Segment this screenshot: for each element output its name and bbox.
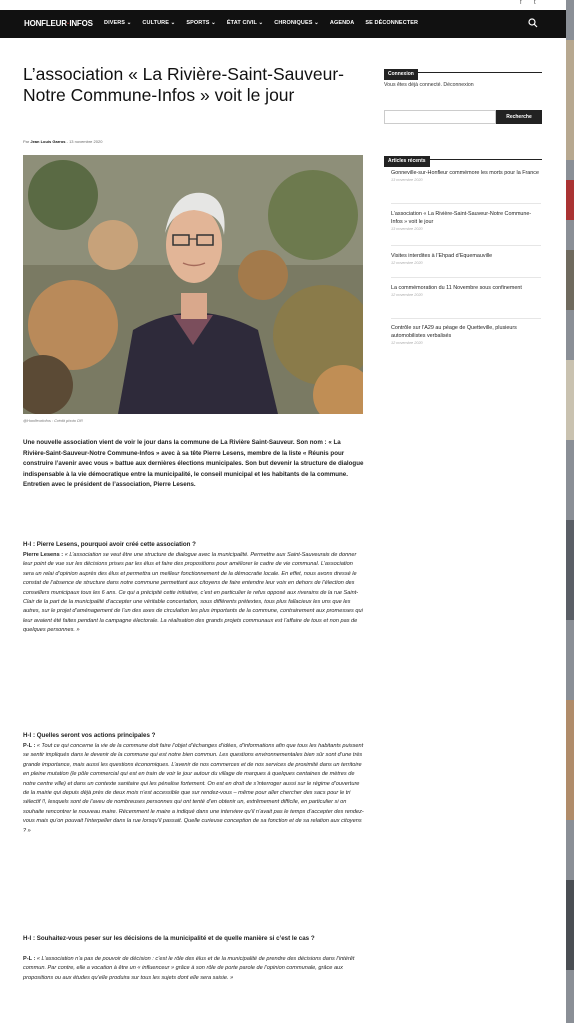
article-date: 13 novembre 2020 xyxy=(69,139,103,144)
nav-item-divers[interactable]: DIVERS ⌄ xyxy=(104,20,132,26)
answer-3: P-L : « L’association n’a pas de pouvoir de décision : c’est le rôle des élus et de la municipalité de prendre des décisions dans l’intérêt commun. Par contre, elle a vocation à être un « influenceur » grâce à son rôle de porte parole de l’opinion communale, grâce aux propositions ou aux études qu’elle produira sur tous les sujets dont elle sera saisie. » xyxy=(23,956,355,981)
article-meta: Par Jean Louis Garros - 13 novembre 2020 xyxy=(23,139,103,144)
recent-post-title[interactable]: Gonneville-sur-Honfleur commémore les morts pour la France xyxy=(391,170,539,176)
article-intro: Une nouvelle association vient de voir le jour dans la commune de La Rivière Saint-Sauveur. Son nom : « La Rivière-Saint-Sauveur-Notre Commune-Infos » avec à sa tête Pierre Lesens, membre de la liste « Réunis pour construire l’avenir avec vous » battue aux dernières élections municipales. Son but devenir la structure de dialogue indispensable à la vie démocratique entre la municipalité, le conseil municipal et les habitants de la commune. Entretien avec le président de l’association, Pierre Lesens. xyxy=(23,439,364,488)
twitter-icon[interactable]: t xyxy=(534,0,536,6)
recent-post-date: 13 novembre 2020 xyxy=(391,227,423,231)
nav-item-etat-civil[interactable]: ÉTAT CIVIL ⌄ xyxy=(226,20,264,26)
answer-1: Pierre Lesens : « L’association se veut être une structure de dialogue avec la municipalité. Permettre aux Saint-Sauveurais de donner leur point de vue sur les décisions prises par les élus et faire des propositions pour améliorer le cadre de vie communal. L’association sera un relai d’opinion auprès des élus et permettra un meilleur fonctionnement de la démocratie locale. En effet, nous avons dressé le constat de l’absence de structure dans notre commune permettant aux citoyens de faire entendre leur voix en dehors de l’élection des conseillers municipaux tous les 6 ans. Ce qui a précipité cette initiative, c’est en particulier le refus opposé aux riverains de la rue Saint-Clair de la part de la municipalité d’accepter une véritable concertation, sous différents prétextes, tous plus fallacieux les uns que les autres, sur le projet d’aménagement de l’un des axes de circulation les plus importants de la commune, contrairement aux promesses qui leur avaient été faites pendant la campagne électorale. La réalisation des grands projets communaux est l’affaire de tous et non pas de quelques personnes. » xyxy=(23,552,363,634)
photo-caption: @HonfleurInfos : Crédit photo DR xyxy=(23,418,83,423)
nav-item-sports[interactable]: SPORTS ⌄ xyxy=(186,20,216,26)
divider xyxy=(391,277,541,278)
question-3: H-I : Souhaitez-vous peser sur les décisions de la municipalité et de quelle manière si c’est le cas ? xyxy=(23,935,315,942)
portrait-image xyxy=(23,155,363,414)
author-link[interactable]: Jean Louis Garros xyxy=(30,139,66,144)
login-status-text[interactable]: Vous êtes déjà connecté. Déconnexion xyxy=(384,82,474,88)
recent-post-title[interactable]: Contrôle sur l’A29 au péage de Quetteville, plusieurs automobilistes verbalisés xyxy=(391,325,517,339)
main-nav xyxy=(104,20,429,26)
recent-post-title[interactable]: L’association « La Rivière-Saint-Sauveur-Notre Commune-Infos » voit le jour xyxy=(391,211,532,225)
nav-item-logout[interactable]: SE DÉCONNECTER xyxy=(365,20,419,26)
site-logo[interactable]: HONFLEUR·INFOS xyxy=(24,19,93,28)
recent-post-date: 12 novembre 2020 xyxy=(391,293,423,297)
search-input[interactable] xyxy=(384,110,496,124)
answer-2: P-L : « Tout ce qui concerne la vie de la commune doit faire l’objet d’échanges d’idées, d’informations afin que tous les habitants puissent se sentir impliqués dans le devenir de la commune qui est notre bien commun. Les questions environnementales bien sûr sont d’une très grande importance, mais aussi les questions économiques. L’avenir de nos commerces et de nos services de proximité dans un territoire en pleine mutation (le pôle commercial qui est en train de voir le jour autour du village de marques à quelques centaines de mètres de notre centre ville) et dans un contexte sanitaire qui les pénalise fortement. On est en droit de s’interroger aussi sur le régime d’ouverture de la mairie qui depuis déjà près de deux mois n’est accessible que sur rendez-vous – même pour aller chercher des sacs pour le tri sélectif !!, lesquels sont de l’aveu de nombreuses personnes qui ont tenté d’en obtenir un, extrêmement difficile, en particulier si on souhaite rencontrer le nouveau maire. Récemment le maire a indiqué dans une interview qu’il n’avait pas le temps d’accepter des rendez-vous mais qu’on pouvait l’interpeller dans la rue lorsqu’il passait. Quelle curieuse conception de sa fonction et de sa relation aux citoyens ? » xyxy=(23,743,364,834)
recent-post[interactable] xyxy=(391,210,541,231)
recent-post-date: 12 novembre 2020 xyxy=(391,261,423,265)
divider xyxy=(391,245,541,246)
facebook-icon[interactable]: f xyxy=(520,0,522,6)
article-title: L’association « La Rivière-Saint-Sauveur-Notre Commune-Infos » voit le jour xyxy=(23,64,344,105)
question-2: H-I : Quelles seront vos actions principales ? xyxy=(23,732,156,739)
main-navbar xyxy=(0,10,566,38)
divider xyxy=(391,318,541,319)
search-icon[interactable] xyxy=(528,18,538,28)
search-button[interactable]: Recherche xyxy=(496,110,542,124)
article-photo xyxy=(23,155,363,414)
nav-item-agenda[interactable]: AGENDA xyxy=(329,20,355,26)
recent-post[interactable] xyxy=(391,169,541,182)
question-1: H-I : Pierre Lesens, pourquoi avoir créé cette association ? xyxy=(23,541,196,548)
background-window-strip xyxy=(566,0,574,1023)
recent-post-date: 13 novembre 2020 xyxy=(391,178,423,182)
top-strip xyxy=(0,0,574,10)
nav-item-chroniques[interactable]: CHRONIQUES ⌄ xyxy=(274,20,319,26)
divider xyxy=(391,203,541,204)
recent-post[interactable] xyxy=(391,324,541,345)
recent-post[interactable] xyxy=(391,252,541,265)
recent-post-title[interactable]: Visites interdites à l’Ehpad d’Equemauville xyxy=(391,253,493,259)
widget-title-recent: Articles récents xyxy=(384,149,542,160)
nav-item-culture[interactable]: CULTURE ⌄ xyxy=(142,20,176,26)
recent-post-title[interactable]: La commémoration du 11 Novembre sous confinement xyxy=(391,285,522,291)
widget-title-login: Connexion xyxy=(384,62,542,73)
recent-post[interactable] xyxy=(391,284,541,297)
recent-post-date: 12 novembre 2020 xyxy=(391,341,423,345)
